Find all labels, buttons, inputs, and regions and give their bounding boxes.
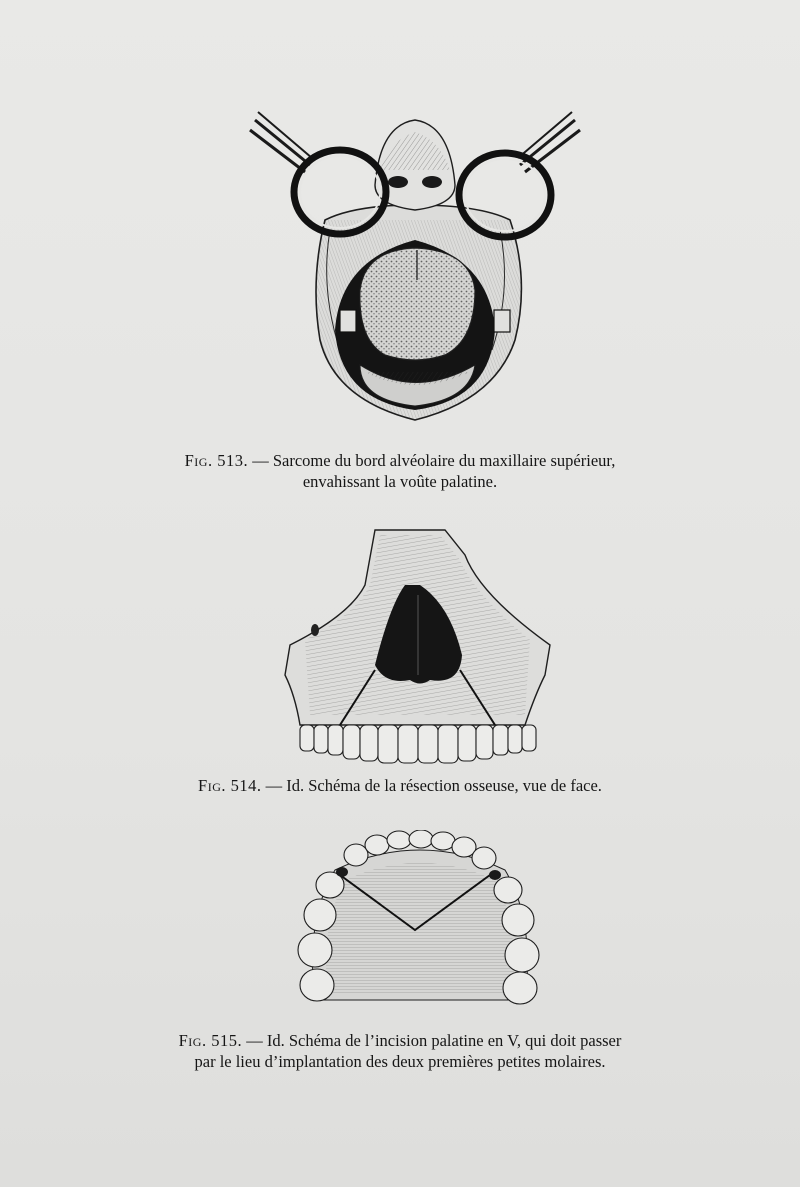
figure-513-caption-line2: envahissant la voûte palatine.	[302, 472, 498, 491]
figure-515-label: Fig. 515.	[178, 1031, 243, 1050]
figure-515-caption-line2: par le lieu d’implantation des deux premières petites molaires.	[194, 1052, 606, 1071]
upper-teeth-row	[300, 725, 536, 763]
figure-513-caption-line1: — Sarcome du bord alvéolaire du maxillaire supérieur,	[252, 451, 616, 470]
figure-515-caption-line1: — Id. Schéma de l’incision palatine en V, qui doit passer	[246, 1031, 622, 1050]
figure-513-label: Fig. 513.	[184, 451, 249, 470]
figure-513-caption	[0, 450, 800, 492]
figure-514-illustration	[280, 525, 555, 770]
figure-514-caption	[0, 775, 800, 796]
figure-514-caption-line1: — Id. Schéma de la résection osseuse, vue de face.	[265, 776, 602, 795]
figure-513-illustration	[240, 110, 590, 440]
figure-515-illustration	[290, 830, 550, 1010]
figure-514-label: Fig. 514.	[198, 776, 262, 795]
figure-515-caption	[0, 1030, 800, 1072]
